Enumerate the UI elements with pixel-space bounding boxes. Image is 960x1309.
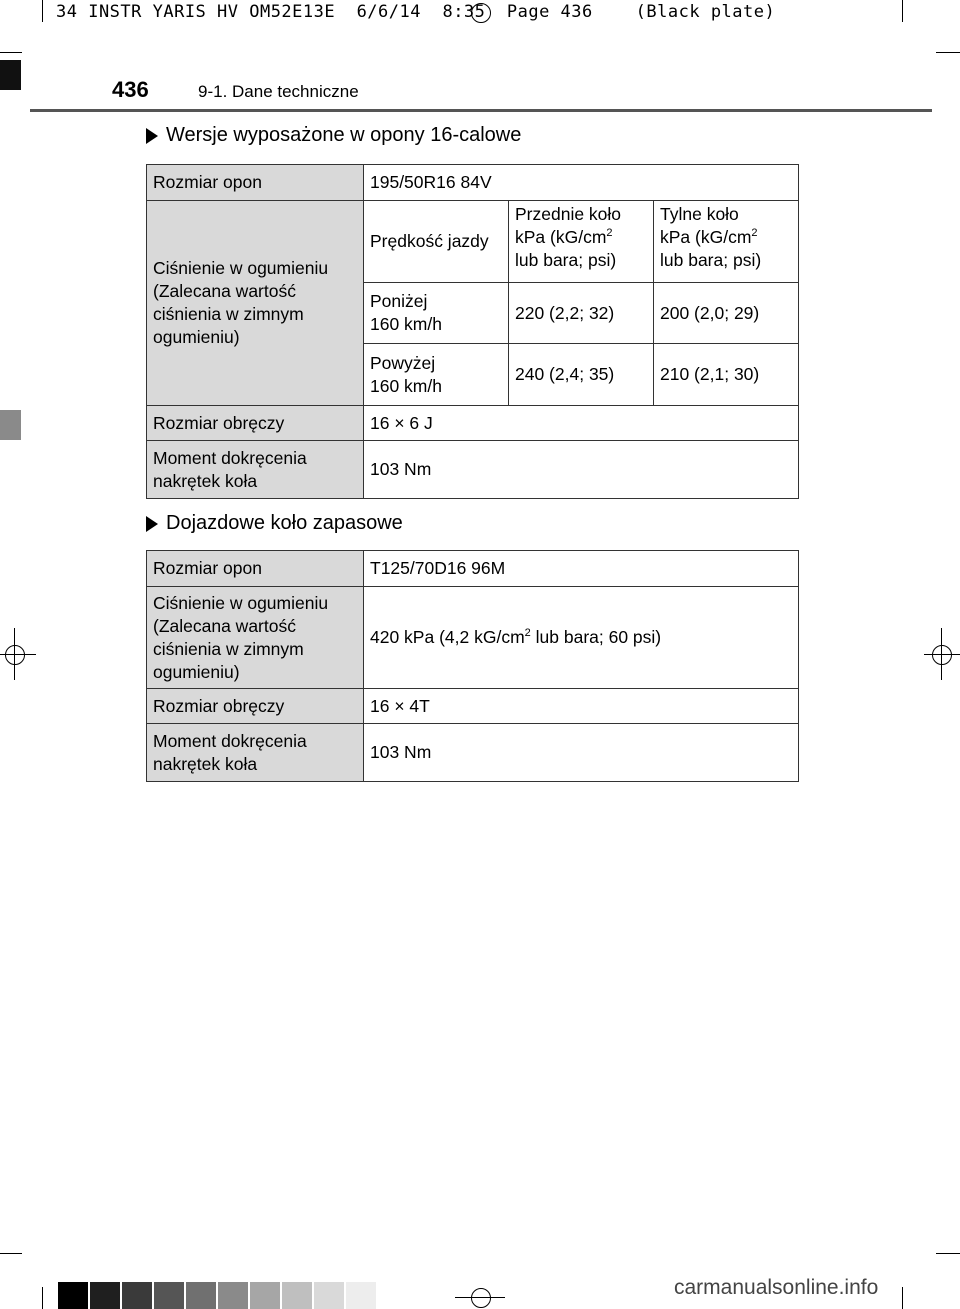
crop-mark bbox=[941, 628, 942, 680]
rim-size-label: Rozmiar obręczy bbox=[147, 406, 364, 441]
color-swatch bbox=[346, 1282, 376, 1309]
table-row bbox=[147, 201, 799, 283]
section-heading bbox=[146, 124, 521, 147]
crop-mark bbox=[902, 0, 903, 22]
table-row bbox=[147, 551, 799, 587]
crop-mark bbox=[936, 52, 960, 53]
tire-size-label: Rozmiar opon bbox=[147, 165, 364, 201]
registration-mark-icon bbox=[5, 645, 25, 665]
chapter-tab-marker bbox=[0, 410, 21, 440]
pressure-value: 420 kPa (4,2 $kG/cm^2$ lub bara; 60 psi) bbox=[364, 587, 799, 689]
crop-mark bbox=[924, 654, 960, 655]
rim-size-value: 16 × 6 J bbox=[364, 406, 799, 441]
tire-size-value: T125/70D16 96M bbox=[364, 551, 799, 587]
table-row bbox=[147, 406, 799, 441]
color-swatch bbox=[154, 1282, 184, 1309]
crop-mark bbox=[42, 0, 43, 22]
section-heading-text: Wersje wyposażone w opony 16-calowe bbox=[166, 124, 522, 146]
color-swatch bbox=[250, 1282, 280, 1309]
torque-label: Moment dokręcenia nakrętek koła bbox=[147, 724, 364, 782]
page-number: 436 bbox=[112, 77, 149, 102]
front-pressure-cell: 220 (2,2; 32) bbox=[509, 283, 654, 344]
color-swatch bbox=[314, 1282, 344, 1309]
crop-mark bbox=[936, 1253, 960, 1254]
print-slug: 34 INSTR YARIS HV OM52E13E 6/6/14 8:35 Page 436 (Black plate) bbox=[56, 2, 776, 22]
rear-wheel-header: Tylne koło kPa ($kG/cm^2$ lub bara; psi) bbox=[654, 201, 799, 283]
crop-mark bbox=[0, 654, 36, 655]
tire-size-value: 195/50R16 84V bbox=[364, 165, 799, 201]
torque-value: 103 Nm bbox=[364, 724, 799, 782]
color-swatch bbox=[282, 1282, 312, 1309]
table-row bbox=[147, 689, 799, 724]
table-row bbox=[147, 587, 799, 689]
table-row bbox=[147, 165, 799, 201]
speed-cell: Poniżej 160 km/h bbox=[364, 283, 509, 344]
pressure-label: Ciśnienie w ogumieniu (Zalecana wartość ciśnienia w zimnym ogumieniu) bbox=[147, 587, 364, 689]
section-heading bbox=[146, 512, 403, 535]
crop-mark bbox=[455, 1297, 505, 1298]
color-swatch bbox=[90, 1282, 120, 1309]
pressure-label: Ciśnienie w ogumieniu (Zalecana wartość ciśnienia w zimnym ogumieniu) bbox=[147, 201, 364, 406]
tire-size-label: Rozmiar opon bbox=[147, 551, 364, 587]
torque-value: 103 Nm bbox=[364, 441, 799, 499]
tire-spec-table bbox=[146, 164, 799, 499]
color-swatch bbox=[122, 1282, 152, 1309]
color-swatch bbox=[58, 1282, 88, 1309]
crop-mark bbox=[0, 1253, 22, 1254]
front-pressure-cell: 240 (2,4; 35) bbox=[509, 344, 654, 406]
header-rule bbox=[30, 109, 932, 112]
rim-size-value: 16 × 4T bbox=[364, 689, 799, 724]
crop-mark bbox=[42, 1287, 43, 1309]
speed-header: Prędkość jazdy bbox=[364, 201, 509, 283]
table-row bbox=[147, 724, 799, 782]
torque-label: Moment dokręcenia nakrętek koła bbox=[147, 441, 364, 499]
watermark: carmanualsonline.info bbox=[674, 1276, 879, 1299]
table-row bbox=[147, 441, 799, 499]
crop-mark bbox=[902, 1287, 903, 1309]
section-heading-text: Dojazdowe koło zapasowe bbox=[166, 512, 403, 534]
chapter-tab bbox=[0, 60, 21, 90]
color-swatch bbox=[186, 1282, 216, 1309]
rim-size-label: Rozmiar obręczy bbox=[147, 689, 364, 724]
spare-tire-spec-table bbox=[146, 550, 799, 782]
bullet-triangle-icon bbox=[146, 128, 158, 144]
registration-mark-icon bbox=[471, 1288, 491, 1308]
rear-pressure-cell: 210 (2,1; 30) bbox=[654, 344, 799, 406]
section-title: 9-1. Dane techniczne bbox=[198, 82, 359, 101]
rear-pressure-cell: 200 (2,0; 29) bbox=[654, 283, 799, 344]
speed-cell: Powyżej 160 km/h bbox=[364, 344, 509, 406]
crop-mark bbox=[0, 52, 22, 53]
crop-mark bbox=[14, 628, 15, 680]
registration-mark-icon bbox=[932, 645, 952, 665]
front-wheel-header: Przednie koło kPa ($kG/cm^2$ lub bara; psi) bbox=[509, 201, 654, 283]
color-swatch bbox=[218, 1282, 248, 1309]
bullet-triangle-icon bbox=[146, 516, 158, 532]
registration-mark-icon bbox=[471, 3, 491, 23]
